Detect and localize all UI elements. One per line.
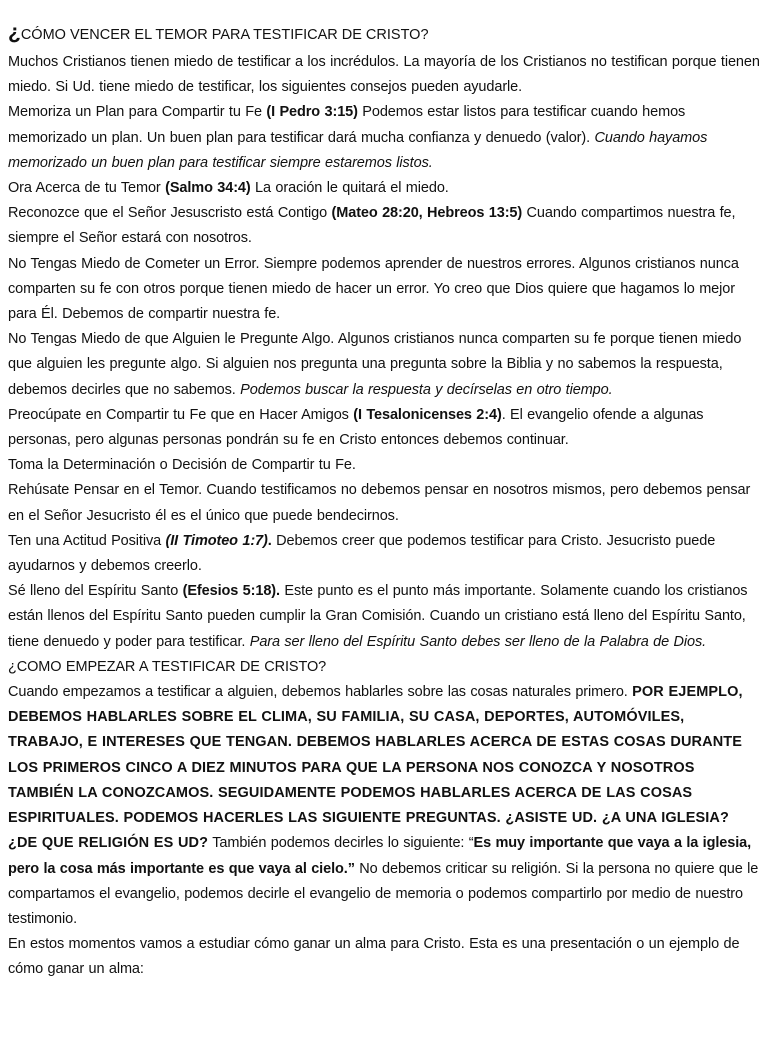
text-run: Rehúsate Pensar en el Temor. Cuando testificamos no debemos pensar en nosotros mismos, pero debemos pensar en el Señor Jesucristo él es el único que puede bendecirnos. bbox=[8, 482, 751, 524]
text-run: Sé lleno del Espíritu Santo bbox=[8, 583, 183, 600]
text-run: Toma la Determinación o Decisión de Compartir tu Fe. bbox=[8, 457, 356, 474]
text-run: En estos momentos vamos a estudiar cómo ganar un alma para Cristo. Esta es una presentación o un ejemplo de cómo ganar un alma: bbox=[8, 936, 740, 978]
emphasized-text: (I Tesalonicenses 2:4) bbox=[353, 406, 502, 423]
paragraph bbox=[8, 201, 760, 251]
text-run: Cuando empezamos a testificar a alguien, debemos hablarles sobre las cosas naturales primero. bbox=[8, 684, 633, 701]
text-run: . El evangelio ofende a algunas personas, pero algunas personas pondrán su fe en Cristo entonces debemos continuar. bbox=[8, 406, 704, 449]
document-title bbox=[8, 18, 760, 48]
document-body bbox=[8, 50, 760, 983]
paragraph bbox=[8, 478, 760, 528]
emphasized-text: . bbox=[267, 532, 272, 549]
paragraph bbox=[8, 579, 760, 655]
text-run: Muchos Cristianos tienen miedo de testificar a los incrédulos. La mayoría de los Cristianos no testifican porque tienen miedo. Si Ud. tiene miedo de testificar, los siguientes consejos pueden ayudarle. bbox=[8, 54, 760, 96]
emphasized-text: POR EJEMPLO, DEBEMOS HABLARLES SOBRE EL CLIMA, SU FAMILIA, SU CASA, DEPORTES, AUTOMÓVILES, TRABAJO, E INTERESES QUE TENGAN. DEBEMOS HABLARLES ACERCA DE ESTAS COSAS DURANTE LOS PRIMEROS CINCO A DIEZ MINUTOS PARA QUE LA PERSONA NOS CONOZCA Y NOSOTROS TAMBIÉN LA CONOZCAMOS. SEGUIDAMENTE PODEMOS HABLARLES ACERCA DE LAS COSAS ESPIRITUALES. PODEMOS HACERLES LAS SIGUIENTE PREGUNTAS. ¿ASISTE UD. ¿A UNA IGLESIA? ¿DE QUE RELIGIÓN ES UD? bbox=[8, 684, 743, 852]
paragraph bbox=[8, 252, 760, 328]
emphasized-text: (Efesios 5:18). bbox=[182, 583, 280, 600]
text-run: Memoriza un Plan para Compartir tu Fe bbox=[8, 104, 267, 121]
emphasized-text: (Salmo 34:4) bbox=[165, 180, 251, 197]
text-run: Este punto es el punto más importante. Solamente cuando los cristianos están llenos del Espíritu Santo pueden cumplir la Gran Comisión. Cuando un cristiano está lleno del Espíritu Santo, tiene denuedo y poder para testificar. bbox=[8, 583, 748, 650]
paragraph bbox=[8, 403, 760, 453]
text-run: Podemos estar listos para testificar cuando hemos memorizado un plan. Un buen plan para testificar dará mucha confianza y denuedo (valor). bbox=[8, 104, 686, 146]
emphasized-text: Cuando hayamos memorizado un buen plan para testificar siempre estaremos listos. bbox=[8, 129, 708, 171]
text-run: Debemos creer que podemos testificar para Cristo. Jesucristo puede ayudarnos y debemos creerlo. bbox=[8, 532, 716, 575]
document-page bbox=[0, 18, 768, 1042]
paragraph bbox=[8, 50, 760, 100]
emphasized-text: Es muy importante que vaya a la iglesia, pero la cosa más importante es que vaya al cielo.” bbox=[8, 835, 752, 877]
text-run: También podemos decirles lo siguiente: “ bbox=[208, 835, 474, 852]
paragraph bbox=[8, 529, 760, 579]
paragraph bbox=[8, 100, 760, 176]
paragraph bbox=[8, 932, 760, 982]
text-run: No Tengas Miedo de Cometer un Error. Siempre podemos aprender de nuestros errores. Algunos cristianos nunca comparten su fe con otros porque tienen miedo de hacer un error. Yo creo que Dios quiere que hagamos lo mejor para Él. Debemos de compartir nuestra fe. bbox=[8, 255, 739, 323]
text-run: La oración le quitará el miedo. bbox=[250, 180, 449, 197]
text-run: Cuando compartimos nuestra fe, siempre el Señor estará con nosotros. bbox=[8, 205, 736, 247]
title-question-mark: ¿ bbox=[8, 21, 21, 44]
paragraph bbox=[8, 655, 760, 680]
emphasized-text: Para ser lleno del Espíritu Santo debes ser lleno de la Palabra de Dios. bbox=[249, 633, 707, 650]
emphasized-text: (I Pedro 3:15) bbox=[266, 104, 358, 121]
emphasized-text: (II Timoteo 1:7) bbox=[165, 532, 268, 549]
text-run: Ora Acerca de tu Temor bbox=[8, 180, 166, 197]
emphasized-text: (Mateo 28:20, Hebreos 13:5) bbox=[331, 205, 523, 222]
text-run: No debemos criticar su religión. Si la persona no quiere que le compartamos el evangelio, podemos decirle el evangelio de memoria o podemos compartirlo por medio de nuestro testimonio. bbox=[8, 860, 759, 927]
text-run: Preocúpate en Compartir tu Fe que en Hacer Amigos bbox=[8, 406, 354, 423]
paragraph bbox=[8, 453, 760, 478]
paragraph bbox=[8, 680, 760, 932]
text-run: No Tengas Miedo de que Alguien le Pregunte Algo. Algunos cristianos nunca comparten su fe porque tienen miedo que alguien les pregunte algo. Si alguien nos pregunta una pregunta sobre la Biblia y no sabemos la respuesta, debemos decirles que no sabemos. bbox=[8, 331, 742, 398]
emphasized-text: Podemos buscar la respuesta y decírselas en otro tiempo. bbox=[240, 381, 613, 398]
paragraph bbox=[8, 176, 760, 201]
title-text: CÓMO VENCER EL TEMOR PARA TESTIFICAR DE CRISTO? bbox=[20, 27, 429, 43]
paragraph bbox=[8, 327, 760, 403]
text-run: Reconozce que el Señor Jesuscristo está Contigo bbox=[8, 205, 332, 222]
text-run: ¿COMO EMPEZAR A TESTIFICAR DE CRISTO? bbox=[8, 658, 327, 675]
text-run: Ten una Actitud Positiva bbox=[8, 532, 166, 549]
